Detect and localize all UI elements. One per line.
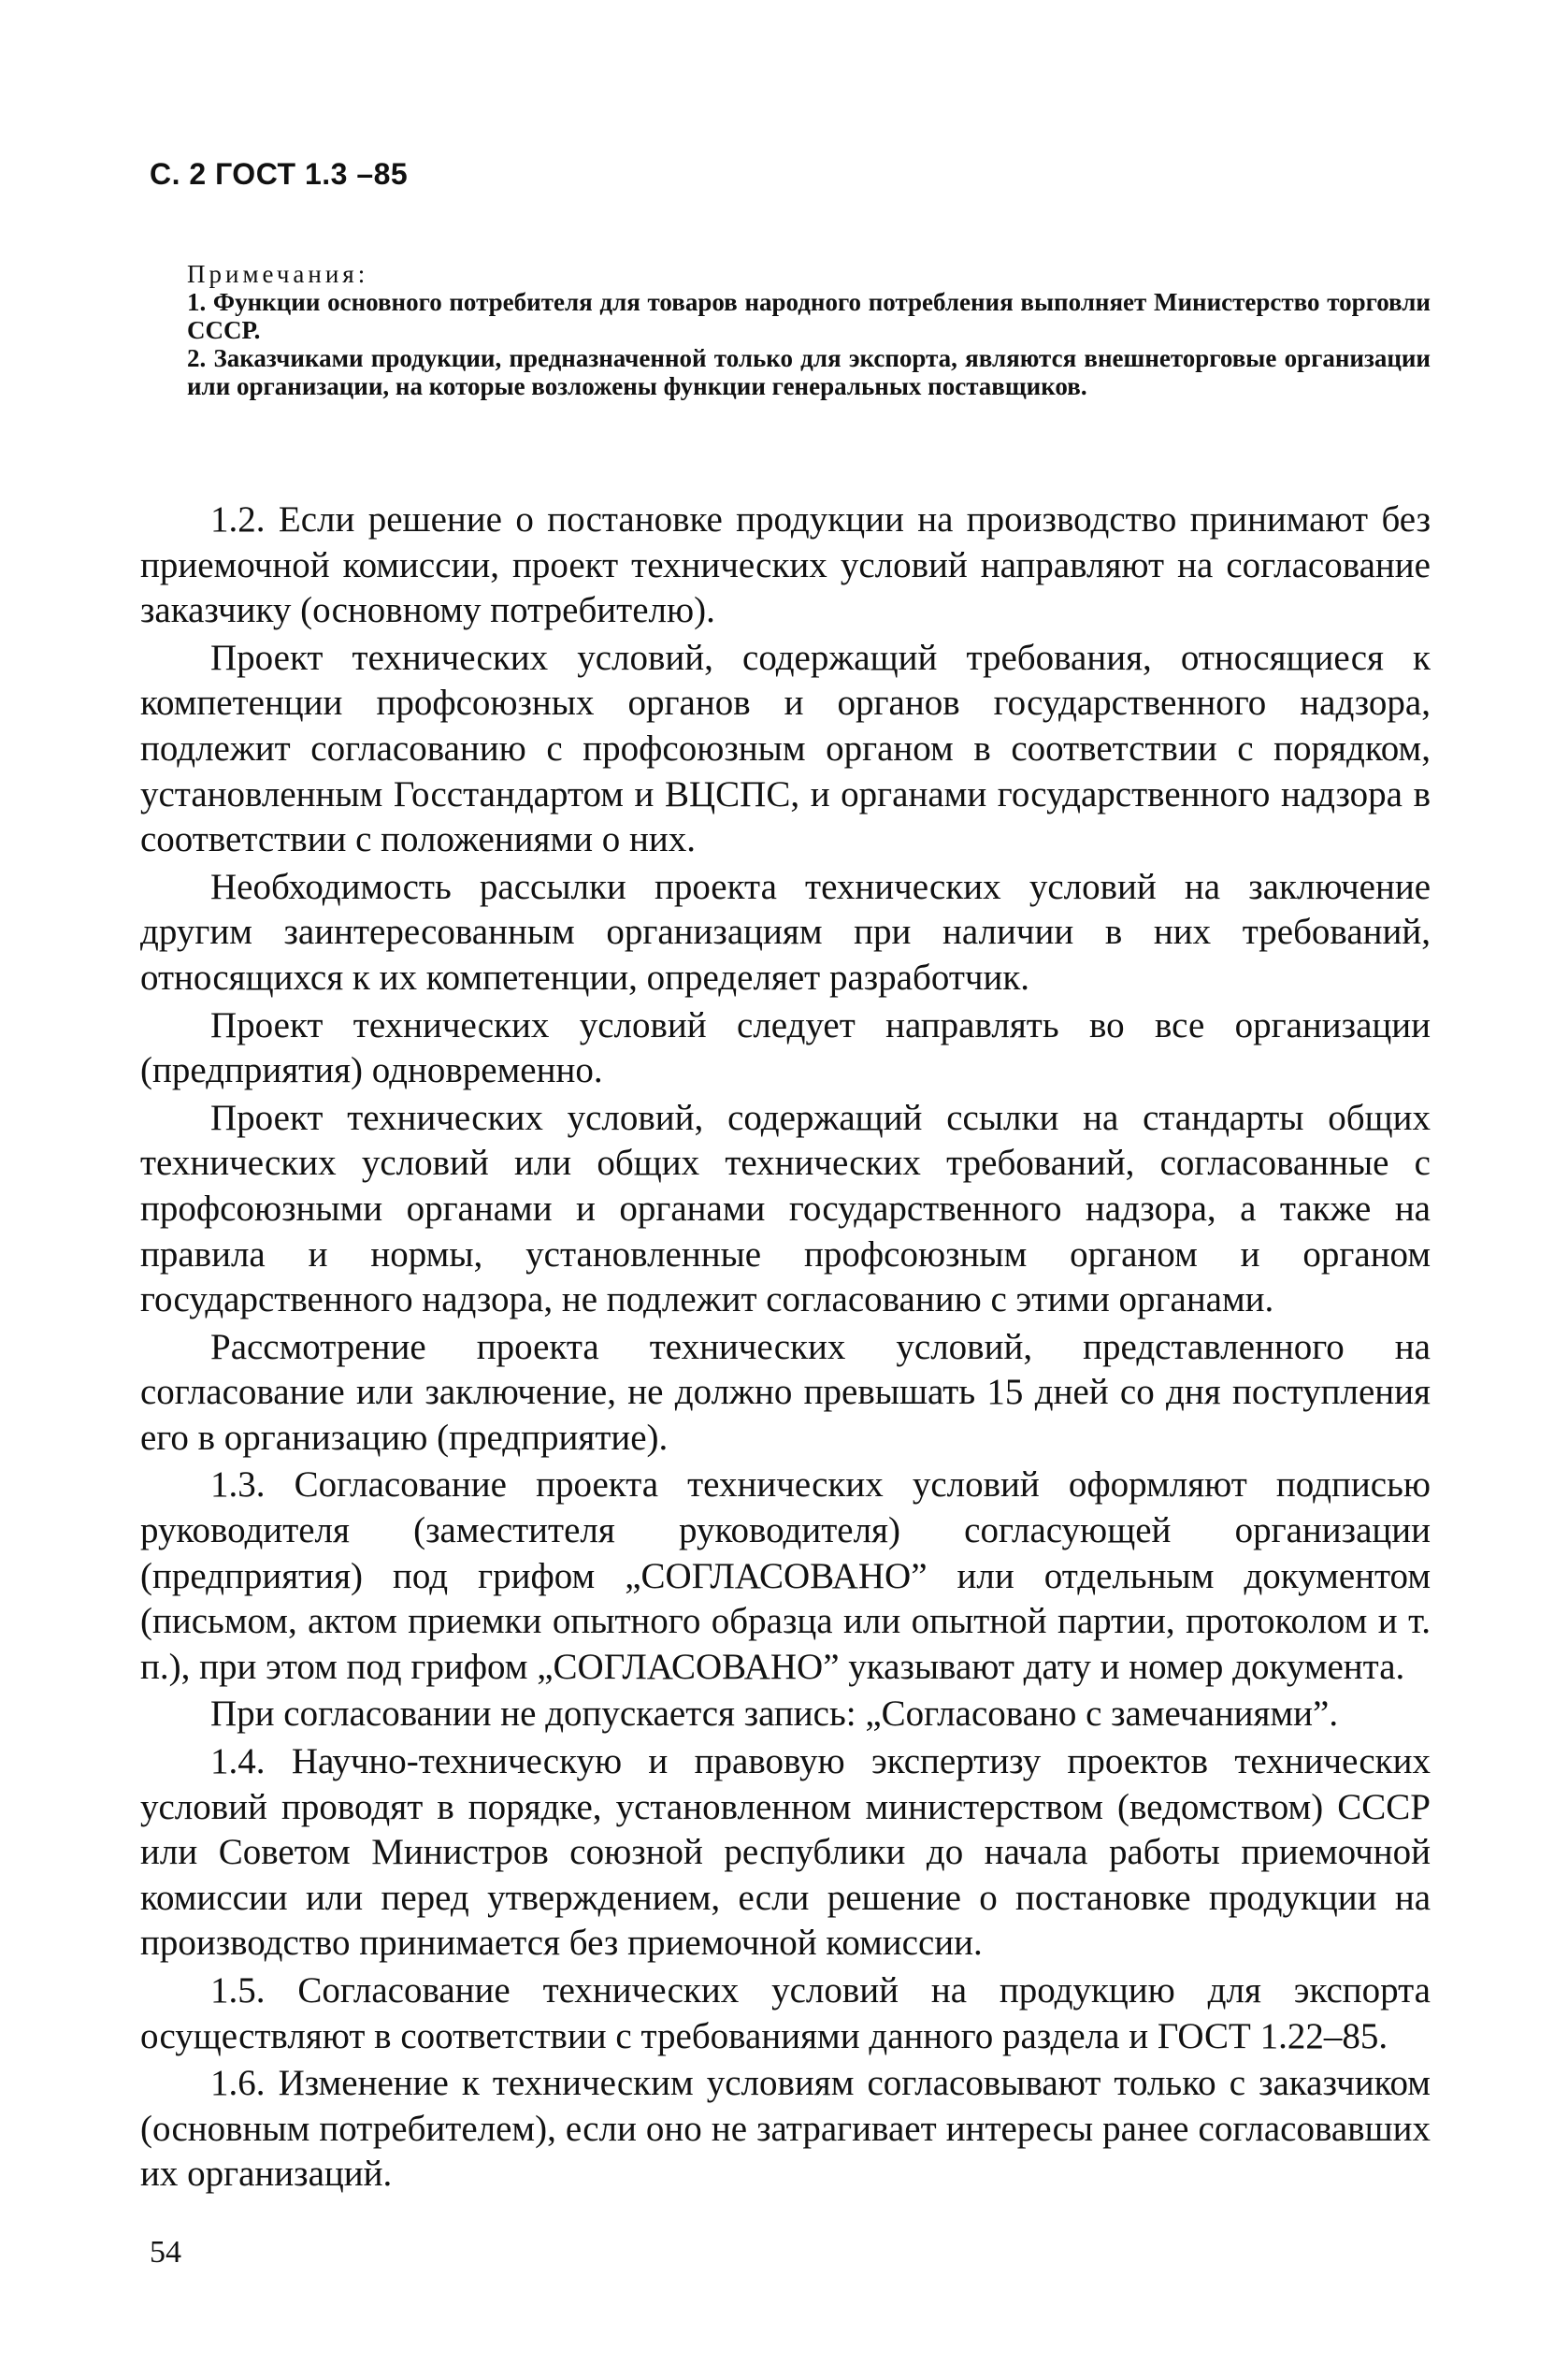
paragraph-tu-project-requirements: Проект технических условий, содержащий требования, относящиеся к компетенции профсоюзных органов и органов государственного надзора, подлежит согласованию с профсоюзным органом в соответствии с порядком, установленным Госстандартом и ВЦСПС, и органами государственного надзора в соответствии с положениями о них. xyxy=(140,637,1431,860)
paragraph-simultaneous-sending: Проект технических условий следует направлять во все организации (предприятия) одновременно. xyxy=(140,1004,1431,1091)
body-text xyxy=(140,497,1431,2199)
note-item-2: 2. Заказчиками продукции, предназначенной только для экспорта, являются внешнеторговые организации или организации, на которые возложены функции генеральных поставщиков. xyxy=(187,344,1431,400)
running-head: С. 2 ГОСТ 1.3 –85 xyxy=(150,157,409,191)
paragraph-1-5: 1.5. Согласование технических условий на продукцию для экспорта осуществляют в соответствии с требованиями данного раздела и ГОСТ 1.22–85. xyxy=(140,1970,1431,2056)
notes-block xyxy=(187,260,1431,400)
paragraph-standards-references: Проект технических условий, содержащий ссылки на стандарты общих технических условий или общих технических требований, согласованные с профсоюзными органами и органами государственного надзора, а также на правила и нормы, установленные профсоюзным органом и органом государственного надзора, не подлежит согласованию с этими органами. xyxy=(140,1097,1431,1320)
note-item-1: 1. Функции основного потребителя для товаров народного потребления выполняет Министерство торговли СССР. xyxy=(187,288,1431,344)
paragraph-1-6: 1.6. Изменение к техническим условиям согласовывают только с заказчиком (основным потребителем), если оно не затрагивает интересы ранее согласовавших их организаций. xyxy=(140,2063,1431,2195)
page-number: 54 xyxy=(150,2235,181,2270)
paragraph-no-remarks: При согласовании не допускается запись: „Согласовано с замечаниями”. xyxy=(210,1694,1339,1735)
paragraph-1-3: 1.3. Согласование проекта технических условий оформляют подписью руководителя (заместителя руководителя) согласующей организации (предприятия) под грифом „СОГЛАСОВАНО” или отдельным документом (письмом, актом приемки опытного образца или опытной партии, протоколом и т. п.), при этом под грифом „СОГЛАСОВАНО” указывают дату и номер документа. xyxy=(140,1464,1431,1687)
paragraph-1-2: 1.2. Если решение о постановке продукции на производство принимают без приемочной комиссии, проект технических условий направляют на согласование заказчику (основному потребителю). xyxy=(140,499,1431,631)
paragraph-distribution-necessity: Необходимость рассылки проекта технических условий на заключение другим заинтересованным организациям при наличии в них требований, относящихся к их компетенции, определяет разработчик. xyxy=(140,866,1431,998)
notes-title: Примечания: xyxy=(187,260,369,288)
paragraph-review-period: Рассмотрение проекта технических условий, представленного на согласование или заключение, не должно превышать 15 дней со дня поступления его в организацию (предприятие). xyxy=(140,1326,1431,1458)
paragraph-1-4: 1.4. Научно-техническую и правовую экспертизу проектов технических условий проводят в порядке, установленном министерством (ведомством) СССР или Советом Министров союзной республики до начала работы приемочной комиссии или перед утверждением, если решение о постановке продукции на производство принимается без приемочной комиссии. xyxy=(140,1741,1431,1964)
